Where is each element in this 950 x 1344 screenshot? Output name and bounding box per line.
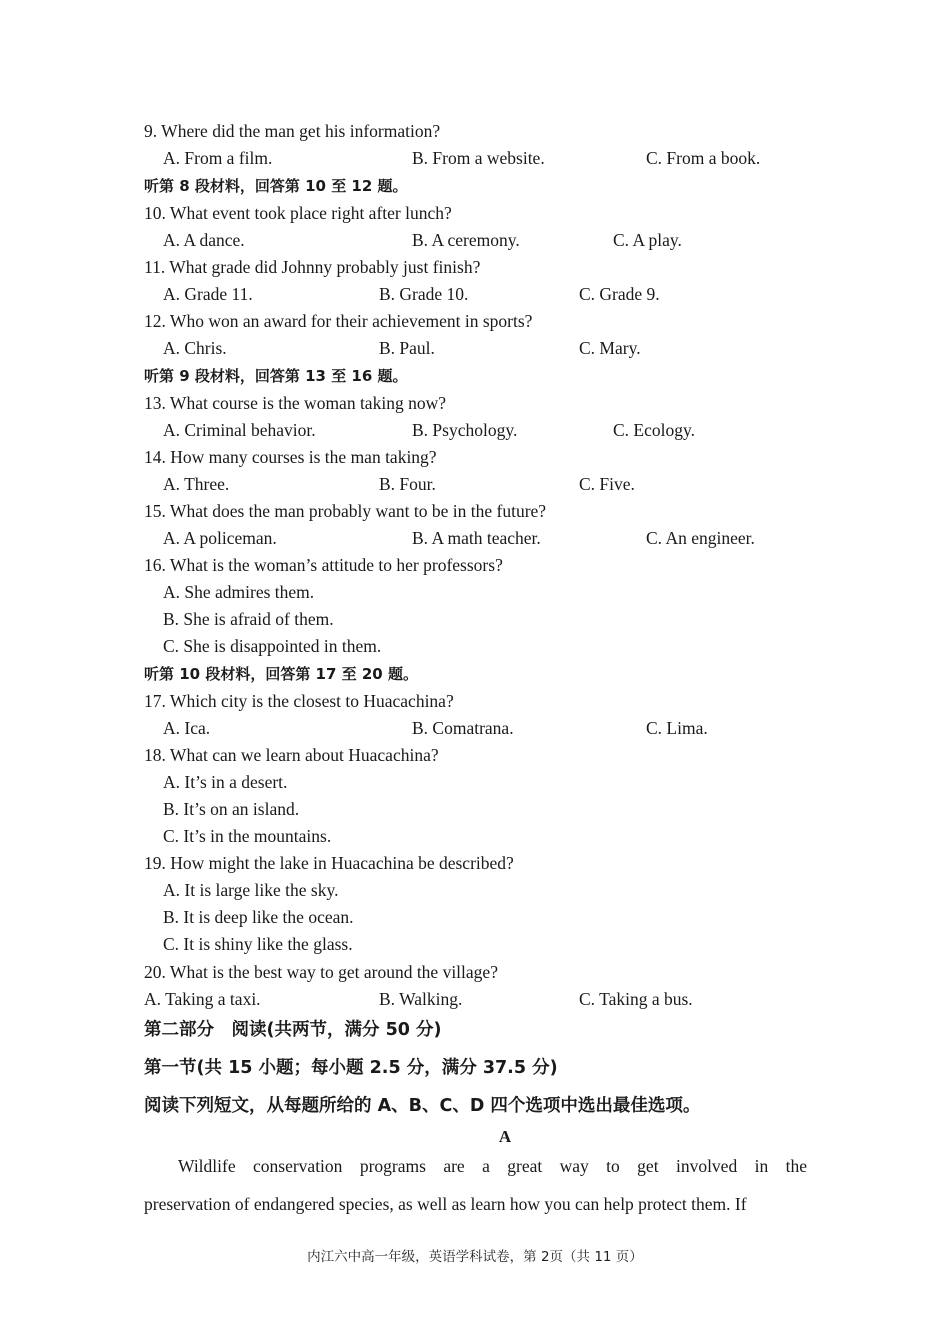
option-13a: A. Criminal behavior. <box>163 420 316 440</box>
section-label-10: 听第 10 段材料，回答第 17 至 20 题。 <box>144 665 418 683</box>
option-19a: A. It is large like the sky. <box>163 880 339 900</box>
question-10: 10. What event took place right after lunch? <box>144 203 452 223</box>
question-18: 18. What can we learn about Huacachina? <box>144 745 439 765</box>
part2-instruction: 阅读下列短文，从每题所给的 A、B、C、D 四个选项中选出最佳选项。 <box>144 1096 701 1116</box>
question-17: 17. Which city is the closest to Huacachina? <box>144 691 454 711</box>
option-13b: B. Psychology. <box>412 420 518 440</box>
option-14a: A. Three. <box>163 474 230 494</box>
question-12: 12. Who won an award for their achievement in sports? <box>144 311 533 331</box>
section-label-8: 听第 8 段材料，回答第 10 至 12 题。 <box>144 177 408 195</box>
option-12a: A. Chris. <box>163 338 227 358</box>
section-label-9: 听第 9 段材料，回答第 13 至 16 题。 <box>144 367 408 385</box>
option-13c: C. Ecology. <box>613 420 695 440</box>
option-12b: B. Paul. <box>379 338 435 358</box>
option-20a: A. Taking a taxi. <box>144 989 261 1009</box>
option-16b: B. She is afraid of them. <box>163 609 334 629</box>
option-11a: A. Grade 11. <box>163 284 253 304</box>
option-16a: A. She admires them. <box>163 582 315 602</box>
option-10c: C. A play. <box>613 230 682 250</box>
option-16c: C. She is disappointed in them. <box>163 636 382 656</box>
passage-label: A <box>498 1127 512 1146</box>
option-12c: C. Mary. <box>579 338 641 358</box>
option-15b: B. A math teacher. <box>412 528 541 548</box>
passage-line-1: Wildlife conservation programs are a great way to get involved in the <box>178 1156 807 1176</box>
question-9: 9. Where did the man get his information? <box>144 121 441 141</box>
part2-section1-title: 第一节(共 15 小题；每小题 2.5 分，满分 37.5 分) <box>144 1058 558 1078</box>
question-14: 14. How many courses is the man taking? <box>144 447 437 467</box>
option-20b: B. Walking. <box>379 989 463 1009</box>
option-9b: B. From a website. <box>412 148 545 168</box>
option-11c: C. Grade 9. <box>579 284 660 304</box>
option-15a: A. A policeman. <box>163 528 277 548</box>
option-17c: C. Lima. <box>646 718 708 738</box>
option-18b: B. It’s on an island. <box>163 799 300 819</box>
question-15: 15. What does the man probably want to be in the future? <box>144 501 547 521</box>
option-10b: B. A ceremony. <box>412 230 520 250</box>
passage-line-2: preservation of endangered species, as well as learn how you can help protect them. If <box>144 1194 747 1214</box>
option-14b: B. Four. <box>379 474 436 494</box>
option-18c: C. It’s in the mountains. <box>163 826 332 846</box>
option-9c: C. From a book. <box>646 148 761 168</box>
option-10a: A. A dance. <box>163 230 245 250</box>
option-15c: C. An engineer. <box>646 528 755 548</box>
question-16: 16. What is the woman’s attitude to her professors? <box>144 555 503 575</box>
option-14c: C. Five. <box>579 474 635 494</box>
option-9a: A. From a film. <box>163 148 273 168</box>
option-17b: B. Comatrana. <box>412 718 514 738</box>
question-11: 11. What grade did Johnny probably just finish? <box>144 257 481 277</box>
question-19: 19. How might the lake in Huacachina be described? <box>144 853 514 873</box>
option-19b: B. It is deep like the ocean. <box>163 907 354 927</box>
question-20: 20. What is the best way to get around the village? <box>144 962 498 982</box>
option-18a: A. It’s in a desert. <box>163 772 288 792</box>
part2-title: 第二部分 阅读(共两节，满分 50 分) <box>144 1020 442 1040</box>
page-footer: 内江六中高一年级，英语学科试卷，第 2页（共 11 页） <box>307 1249 643 1265</box>
option-19c: C. It is shiny like the glass. <box>163 934 353 954</box>
option-17a: A. Ica. <box>163 718 211 738</box>
option-20c: C. Taking a bus. <box>579 989 693 1009</box>
question-13: 13. What course is the woman taking now? <box>144 393 446 413</box>
option-11b: B. Grade 10. <box>379 284 469 304</box>
